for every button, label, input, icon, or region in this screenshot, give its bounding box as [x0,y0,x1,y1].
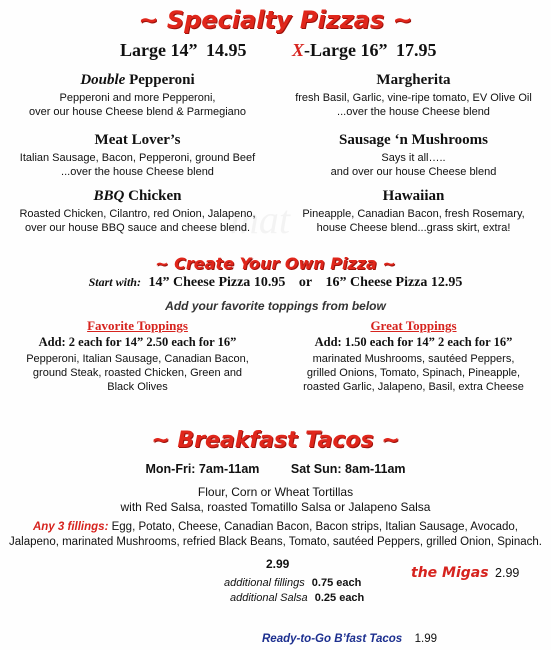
pizza-item-desc: over our house BBQ sauce and cheese blend. [24,222,251,234]
great-toppings-list: roasted Garlic, Jalapeno, Basil, extra Cheese [303,381,524,393]
create-your-own-title: ~ Create Your Own Pizza ~ [155,254,396,273]
pizza-item-double-pepperoni [0,72,275,119]
favorite-toppings [0,318,275,394]
pizza-item-meat-lovers [0,132,275,179]
watermark: mat [230,197,290,242]
pizza-item-name: Meat Lover’s [94,132,181,148]
cyo-start-label: Start with: [88,275,141,289]
ready-to-go [262,629,437,647]
taco-price: 2.99 [266,557,290,571]
additional-salsa-label: additional Salsa [230,592,308,604]
pizza-item-name: Sausage ‘n Mushrooms [339,132,488,148]
pizza-item-desc: Roasted Chicken, Cilantro, red Onion, Jalapeno, [19,208,256,220]
pizza-item-hawaiian [276,188,551,235]
pizza-item-italic: BBQ [93,188,125,204]
pizza-item-sausage-mushrooms [276,132,551,179]
pizza-item-desc: and over our house Cheese blend [330,166,497,178]
taco-fillings-text: Egg, Potato, Cheese, Canadian Bacon, Bacon strips, Italian Sausage, Avocado, [108,521,518,533]
additional-fillings-label: additional fillings [224,577,305,589]
migas-price: 2.99 [495,566,520,580]
favorite-toppings-list: Black Olives [107,381,168,393]
pizza-item-desc: Says it all….. [381,152,446,164]
ready-to-go-price: 1.99 [414,633,437,645]
favorite-toppings-list: Pepperoni, Italian Sausage, Canadian Bacon, [26,353,249,365]
specialty-pizzas-title: ~ Specialty Pizzas ~ [138,6,413,34]
taco-hours [0,462,551,476]
great-toppings [276,318,551,394]
pizza-item-name: Pepperoni [125,72,195,88]
great-toppings-list: marinated Mushrooms, sautéed Peppers, [312,353,515,365]
size-large-label: Large 14” [120,40,198,60]
taco-fillings-line2: Jalapeno, marinated Mushrooms, refried Black Beans, Tomato, sautéed Peppers, grilled Onion, Spinach. [9,536,542,548]
taco-additional-fillings [224,577,361,589]
pizza-item-margherita [276,72,551,119]
size-large [120,40,246,61]
additional-salsa-price: 0.25 each [314,592,365,604]
pizza-item-desc: ...over the house Cheese blend [337,106,490,118]
size-xlarge-label: -Large 16” [304,40,388,60]
pizza-item-name: Hawaiian [382,188,445,204]
pizza-item-name: Chicken [124,188,182,204]
size-xlarge-x: X [292,40,305,60]
cyo-14-label: 14” Cheese Pizza [148,275,251,290]
great-toppings-list: grilled Onions, Tomato, Spinach, Pineapple, [306,367,521,379]
migas-label: the Migas [411,565,489,581]
pizza-item-desc: Pepperoni and more Pepperoni, [59,92,216,104]
pizza-item-desc: over our house Cheese blend & Parmegiano [28,106,247,118]
size-large-price: 14.95 [205,40,247,60]
favorite-toppings-title: Favorite Toppings [87,318,188,333]
great-toppings-add: Add: 1.50 each for 14” 2 each for 16” [314,335,513,349]
favorite-toppings-add: Add: 2 each for 14” 2.50 each for 16” [38,335,237,349]
taco-tortillas: Flour, Corn or Wheat Tortillas [197,485,354,499]
pizza-item-desc: fresh Basil, Garlic, vine-ripe tomato, EV Olive Oil [295,92,532,104]
pizza-item-desc: ...over the house Cheese blend [61,166,214,178]
breakfast-tacos-title: ~ Breakfast Tacos ~ [151,428,400,453]
pizza-item-desc: Italian Sausage, Bacon, Pepperoni, ground Beef [19,152,256,164]
size-xlarge [292,40,437,61]
cyo-14-price: 10.95 [253,275,286,290]
cyo-add-line: Add your favorite toppings from below [165,299,386,313]
taco-fillings-label: Any 3 fillings: [33,521,109,533]
migas [411,564,519,582]
additional-fillings-price: 0.75 each [311,577,362,589]
great-toppings-title: Great Toppings [370,318,457,333]
cyo-start-line [0,275,551,291]
pizza-item-name: Margherita [376,72,451,88]
cyo-16-price: 12.95 [430,275,463,290]
size-xlarge-price: 17.95 [396,40,437,60]
favorite-toppings-list: ground Steak, roasted Chicken, Green and [32,367,243,379]
taco-salsas: with Red Salsa, roasted Tomatillo Salsa or Jalapeno Salsa [120,500,431,514]
pizza-item-desc: house Cheese blend...grass skirt, extra! [316,222,511,234]
pizza-item-bbq-chicken [0,188,275,235]
pizza-item-desc: Pineapple, Canadian Bacon, fresh Rosemary, [302,208,525,220]
taco-hours-weekday: Mon-Fri: 7am-11am [145,462,260,476]
taco-fillings [0,521,551,533]
taco-additional-salsa [230,592,364,604]
ready-to-go-label: Ready-to-Go B’fast Tacos [262,633,403,645]
pizza-item-italic: Double [80,72,126,88]
cyo-16-label: 16” Cheese Pizza [325,275,428,290]
taco-hours-weekend: Sat Sun: 8am-11am [290,462,406,476]
cyo-or: or [298,275,313,290]
